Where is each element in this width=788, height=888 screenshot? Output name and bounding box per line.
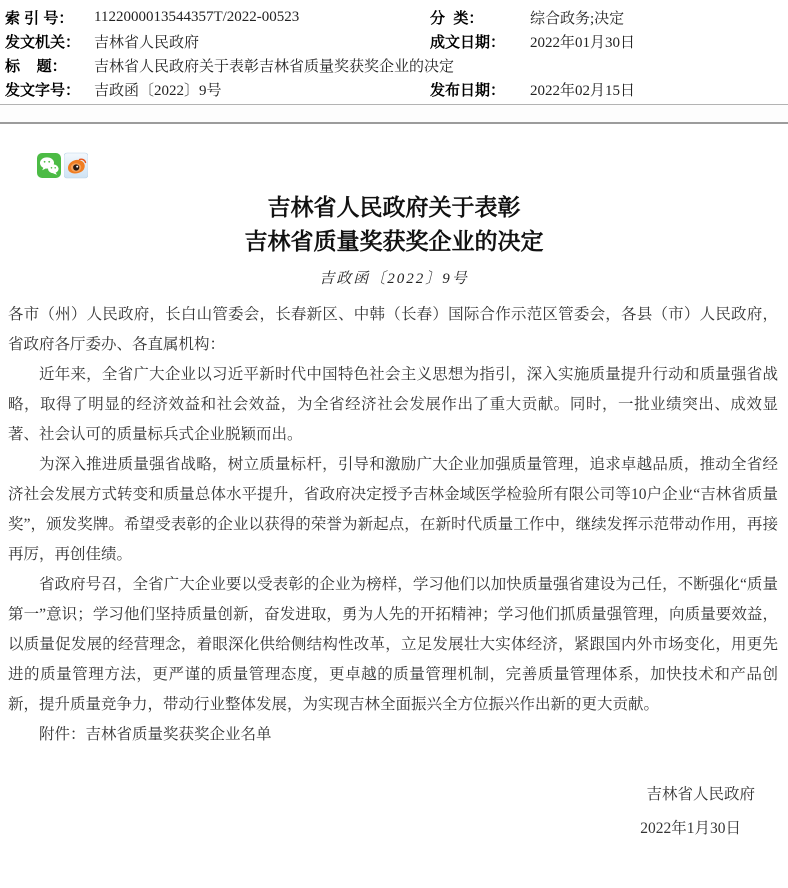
written-date-value: 2022年01月30日 — [530, 34, 636, 51]
index-value: 1122000013544357T/2022-00523 — [94, 8, 300, 25]
paragraph-3: 省政府号召，全省广大企业要以受表彰的企业为榜样，学习他们以加快质量强省建设为己任，不断强化“质量第一”意识；学习他们坚持质量创新，奋发进取，勇为人先的开拓精神；学习他们抓质量强管理，向质量要效益，以质量促发展的经营理念，着眼深化供给侧结构性改革，立足发展壮大实体经济，紧跟国内外市场变化，用更先进的质量管理方法，更严谨的质量管理态度，更卓越的质量管理机制，完善质量管理体系，加快技术和产品创新，提升质量竞争力，带动行业整体发展，为实现吉林全面振兴全方位振兴作出新的更大贡献。 — [8, 576, 778, 713]
agency-label: 发文机关： — [5, 33, 81, 51]
doc-number-value: 吉政函〔2022〕9号 — [94, 82, 222, 99]
document-title-line1: 吉林省人民政府关于表彰 — [267, 194, 521, 220]
written-date-label: 成文日期： — [430, 33, 506, 51]
title-value: 吉林省人民政府关于表彰吉林省质量奖获奖企业的决定 — [94, 58, 455, 75]
salutation: 各市（州）人民政府，长白山管委会，长春新区、中韩（长春）国际合作示范区管委会，各县（市）人民政府，省政府各厅委办、各直属机构： — [8, 306, 778, 353]
paragraph-1: 近年来，全省广大企业以习近平新时代中国特色社会主义思想为指引，深入实施质量提升行动和质量强省战略，取得了明显的经济效益和社会效益，为全省经济社会发展作出了重大贡献。同时，一批业绩突出、成效显著、社会认可的质量标兵式企业脱颖而出。 — [8, 366, 778, 443]
metadata-table — [0, 0, 788, 105]
wechat-share-icon[interactable] — [37, 152, 61, 179]
signature-block — [0, 778, 788, 846]
paragraph-2: 为深入推进质量强省战略，树立质量标杆，引导和激励广大企业加强质量管理，追求卓越品质，推动全省经济社会发展方式转变和质量总体水平提升，省政府决定授予吉林金域医学检验所有限公司等10户企业“吉林省质量奖”，颁发奖牌。希望受表彰的企业以获得的荣誉为新起点，在新时代质量工作中，继续发挥示范带动作用，再接再厉，再创佳绩。 — [8, 456, 778, 563]
share-buttons — [37, 152, 788, 180]
document-number: 吉政函〔2022〕9号 — [319, 271, 469, 287]
index-label: 索 引 号： — [5, 9, 74, 27]
document-body — [8, 300, 778, 750]
weibo-share-icon[interactable] — [64, 152, 88, 179]
publish-date-value: 2022年02月15日 — [530, 82, 636, 99]
category-label: 分 类： — [430, 9, 484, 27]
publish-date-label: 发布日期： — [430, 81, 506, 99]
signature-agency: 吉林省人民政府 — [646, 786, 755, 803]
title-label: 标 题： — [5, 57, 67, 75]
document-title-line2: 吉林省质量奖获奖企业的决定 — [244, 228, 544, 254]
category-value: 综合政务;决定 — [530, 10, 625, 27]
document-title — [0, 190, 788, 258]
agency-value: 吉林省人民政府 — [94, 34, 200, 51]
header-separator — [0, 105, 788, 124]
attachment-note: 附件：吉林省质量奖获奖企业名单 — [39, 726, 272, 743]
doc-number-label: 发文字号： — [5, 81, 81, 99]
signature-date: 2022年1月30日 — [640, 820, 741, 837]
